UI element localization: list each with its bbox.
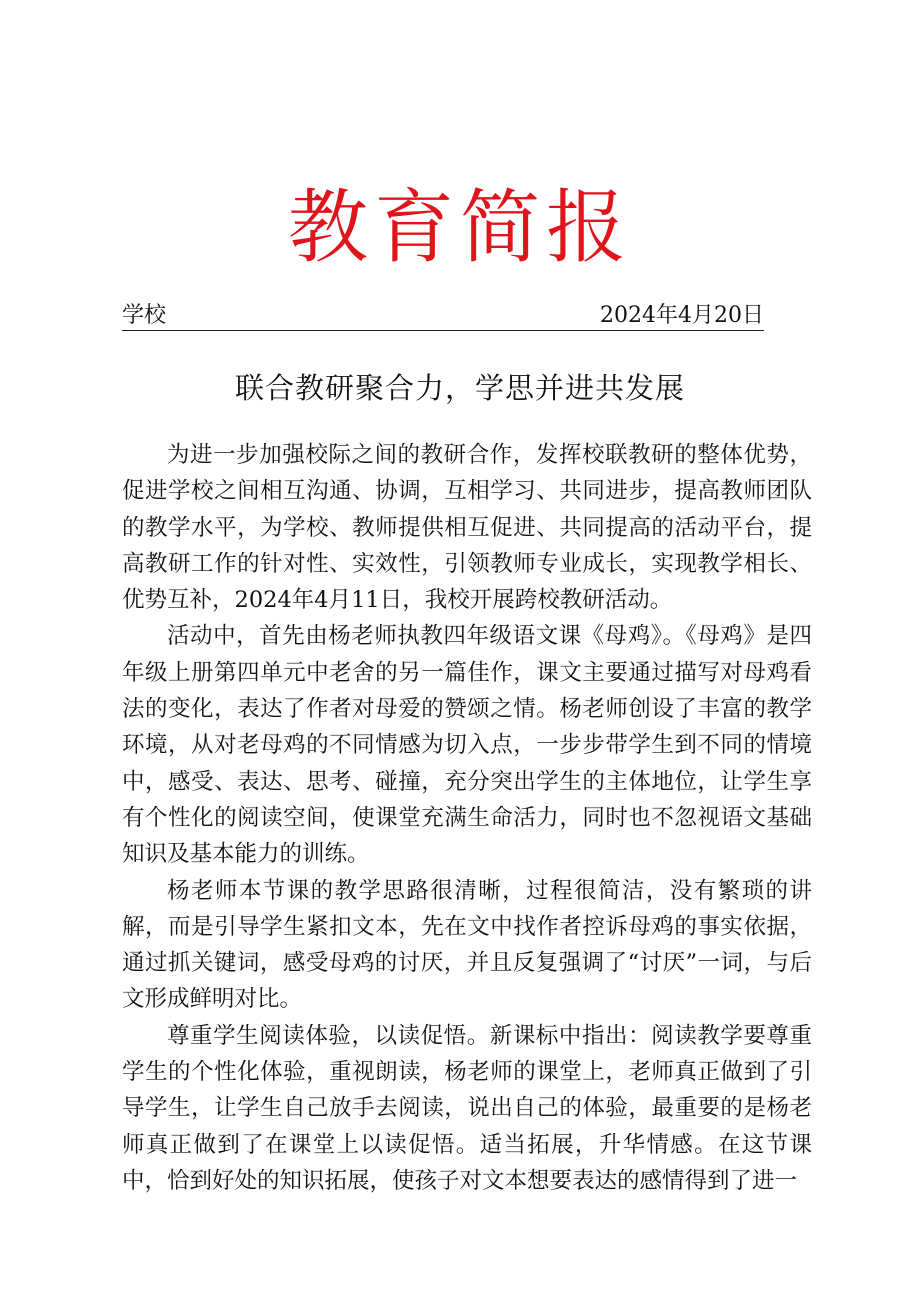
masthead-title: 教育简报 — [288, 181, 632, 274]
paragraph: 尊重学生阅读体验，以读促悟。新课标中指出：阅读教学要尊重学生的个性化体验，重视朗读，杨老师的课堂上，老师真正做到了引导学生，让学生自己放手去阅读，说出自己的体验，最重要的是杨老师真正做到了在课堂上以读促悟。适当拓展，升华情感。在这节课中，恰到好处的知识拓展，使孩子对文本想要表达的感情得到了进一 — [122, 1022, 812, 1194]
issue-date: 2024年4月20日 — [600, 303, 764, 328]
article-headline: 联合教研聚合力，学思并进共发展 — [234, 371, 685, 405]
info-line — [122, 302, 764, 331]
school-label: 学校 — [122, 303, 167, 328]
paragraph: 杨老师本节课的教学思路很清晰，过程很简洁，没有繁琐的讲解，而是引导学生紧扣文本，先在文中找作者控诉母鸡的事实依据，通过抓关键词，感受母鸡的讨厌，并且反复强调了“讨厌”一词，与后文形成鲜明对比。 — [122, 877, 812, 1013]
paragraph: 活动中，首先由杨老师执教四年级语文课《母鸡》。《母鸡》是四年级上册第四单元中老舍的另一篇佳作，课文主要通过描写对母鸡看法的变化，表达了作者对母爱的赞颂之情。杨老师创设了丰富的教学环境，从对老母鸡的不同情感为切入点，一步步带学生到不同的情境中，感受、表达、思考、碰撞，充分突出学生的主体地位，让学生享有个性化的阅读空间，使课堂充满生命活力，同时也不忽视语文基础知识及基本能力的训练。 — [122, 623, 812, 868]
paragraph: 为进一步加强校际之间的教研合作，发挥校联教研的整体优势，促进学校之间相互沟通、协调，互相学习、共同进步，提高教师团队的教学水平，为学校、教师提供相互促进、共同提高的活动平台，提高教研工作的针对性、实效性，引领教师专业成长，实现教学相长、优势互补，2024年4月11日，我校开展跨校教研活动。 — [122, 442, 812, 614]
article-body — [122, 437, 812, 1199]
